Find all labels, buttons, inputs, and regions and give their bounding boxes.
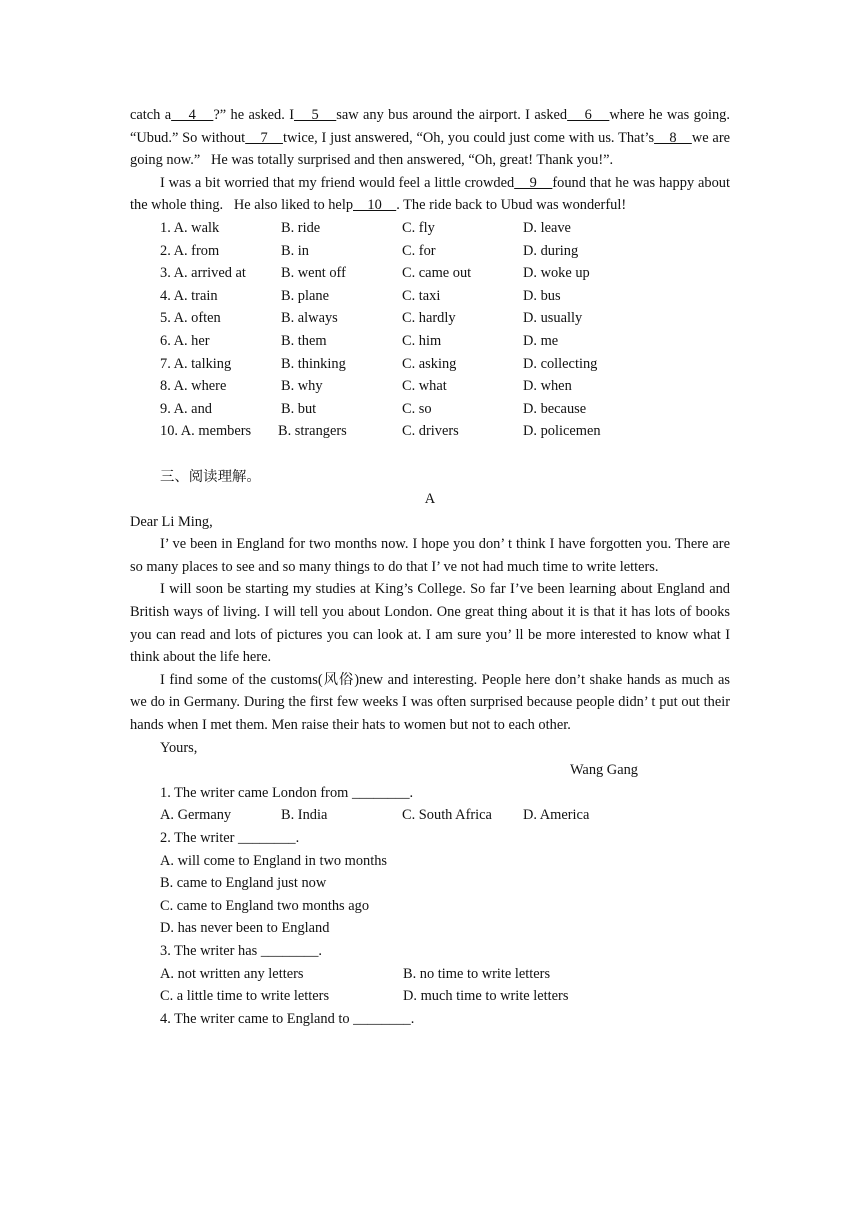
option-row-5 xyxy=(130,307,730,330)
blank-10: 10 xyxy=(353,197,397,214)
question-1-options xyxy=(130,804,730,827)
option-a: A. not written any letters xyxy=(160,965,304,982)
option-c: C. taxi xyxy=(402,287,441,304)
option-a: A. Germany xyxy=(160,807,232,824)
letter-signature: Wang Gang xyxy=(570,762,638,779)
question-4: 4. The writer came to England to ________. xyxy=(160,1010,415,1027)
question-2-option-b: B. came to England just now xyxy=(160,875,327,892)
option-d: D. America xyxy=(523,807,590,824)
cloze-options-list xyxy=(130,217,730,443)
option-c: C. drivers xyxy=(402,423,459,440)
option-row-7 xyxy=(130,353,730,376)
option-b: B. thinking xyxy=(281,355,346,372)
option-d: D. during xyxy=(523,242,579,259)
question-1: 1. The writer came London from ________. xyxy=(160,784,414,801)
option-row-9 xyxy=(130,398,730,421)
option-b: B. in xyxy=(281,242,309,259)
blank-5: 5 xyxy=(294,107,337,123)
option-c: C. came out xyxy=(402,265,472,282)
option-c: C. for xyxy=(402,242,436,259)
option-a: 9. A. and xyxy=(160,400,212,417)
question-2: 2. The writer ________. xyxy=(160,830,300,846)
option-d: D. woke up xyxy=(523,265,590,282)
option-a: 1. A. walk xyxy=(160,219,220,236)
cloze-passage-paragraph-1 xyxy=(130,104,730,172)
option-a: 8. A. where xyxy=(160,378,227,395)
option-c: C. South Africa xyxy=(402,807,492,824)
passage-label: A xyxy=(424,491,436,508)
option-d: D. because xyxy=(523,400,587,417)
option-d: D. when xyxy=(523,378,572,395)
text-run: twice, I just answered, “Oh, you could just come with us. That’s xyxy=(282,129,655,146)
option-a: 7. A. talking xyxy=(160,355,232,372)
option-d: D. collecting xyxy=(523,355,598,372)
option-row-4 xyxy=(130,285,730,308)
option-a: 2. A. from xyxy=(160,242,220,259)
option-d: D. usually xyxy=(523,310,583,327)
blank-6: 6 xyxy=(567,107,610,123)
option-b: B. strangers xyxy=(278,423,347,440)
text-run: . The ride back to Ubud was wonderful! xyxy=(396,197,627,214)
option-c: C. a little time to write letters xyxy=(160,988,330,1005)
option-b: B. plane xyxy=(281,287,329,304)
question-3-options-row-2 xyxy=(130,985,730,1008)
option-row-1 xyxy=(130,217,730,240)
option-row-8 xyxy=(130,375,730,398)
option-row-3 xyxy=(130,262,730,285)
letter-paragraph-3: I find some of the customs(风俗)new and interesting. People here don’t shake hands as much as we do in Germany. During the first few weeks I was often surprised because people didn’ t put out their hands when I met them. Men raise their hats to women but not to each other. xyxy=(130,671,730,734)
option-d: D. me xyxy=(523,332,559,349)
option-b: B. no time to write letters xyxy=(403,965,551,982)
option-b: B. ride xyxy=(281,219,321,236)
cloze-passage-paragraph-2 xyxy=(130,172,730,217)
section-heading: 三、阅读理解。 xyxy=(160,468,261,485)
text-run: found that he was happy about the whole thing. He also liked to help xyxy=(130,174,730,214)
option-a: 4. A. train xyxy=(160,287,218,304)
option-a: 3. A. arrived at xyxy=(160,265,246,282)
option-c: C. hardly xyxy=(402,310,456,327)
option-c: C. so xyxy=(402,400,432,417)
option-c: C. what xyxy=(402,378,447,395)
option-a: 10. A. members xyxy=(160,423,252,440)
option-b: B. why xyxy=(281,378,323,395)
option-row-10 xyxy=(130,420,730,443)
letter-closing: Yours, xyxy=(160,739,198,756)
text-run: ?” he asked. I xyxy=(213,107,295,123)
option-b: B. went off xyxy=(281,265,346,282)
text-run: we are going now.” He was totally surprised and then answered, “Oh, great! Thank you!”. xyxy=(130,129,730,169)
option-d: D. leave xyxy=(523,219,571,236)
option-d: D. policemen xyxy=(523,423,601,440)
option-b: B. but xyxy=(281,400,317,417)
option-d: D. much time to write letters xyxy=(403,988,569,1005)
option-b: B. them xyxy=(281,332,327,349)
option-c: C. asking xyxy=(402,355,457,372)
letter-paragraph-1: I’ ve been in England for two months now. I hope you don’ t think I have forgotten you. There are so many places to see and so many things to do that I’ ve not had much time to write letters. xyxy=(130,536,730,575)
question-3: 3. The writer has ________. xyxy=(160,942,322,959)
letter-paragraph-2: I will soon be starting my studies at King’s College. So far I’ve been learning about England and British ways of living. I will tell you about London. One great thing about it is that it has lots of books you can read and lots of pictures you can look at. I am sure you’ ll be more interested to know what I think about the life here. xyxy=(130,581,730,666)
question-2-option-a: A. will come to England in two months xyxy=(160,852,388,869)
option-a: 5. A. often xyxy=(160,310,221,327)
option-c: C. him xyxy=(402,332,442,349)
text-run: catch a xyxy=(130,107,172,123)
text-run: where he was going. “Ubud.” So without xyxy=(130,107,730,146)
question-3-options-row-1 xyxy=(130,963,730,986)
blank-8: 8 xyxy=(654,129,692,146)
letter-salutation: Dear Li Ming, xyxy=(130,513,213,530)
option-row-2 xyxy=(130,240,730,263)
option-b: B. always xyxy=(281,310,338,327)
option-d: D. bus xyxy=(523,287,561,304)
blank-4: 4 xyxy=(171,107,214,123)
option-row-6 xyxy=(130,330,730,353)
question-2-option-d: D. has never been to England xyxy=(160,920,330,937)
blank-7: 7 xyxy=(245,129,283,146)
option-a: 6. A. her xyxy=(160,332,210,349)
text-run: saw any bus around the airport. I asked xyxy=(336,107,568,123)
option-b: B. India xyxy=(281,807,328,824)
question-2-option-c: C. came to England two months ago xyxy=(160,897,370,914)
blank-9: 9 xyxy=(514,174,553,191)
document-page xyxy=(130,104,730,1030)
option-c: C. fly xyxy=(402,219,435,236)
text-run: I was a bit worried that my friend would feel a little crowded xyxy=(160,174,515,191)
